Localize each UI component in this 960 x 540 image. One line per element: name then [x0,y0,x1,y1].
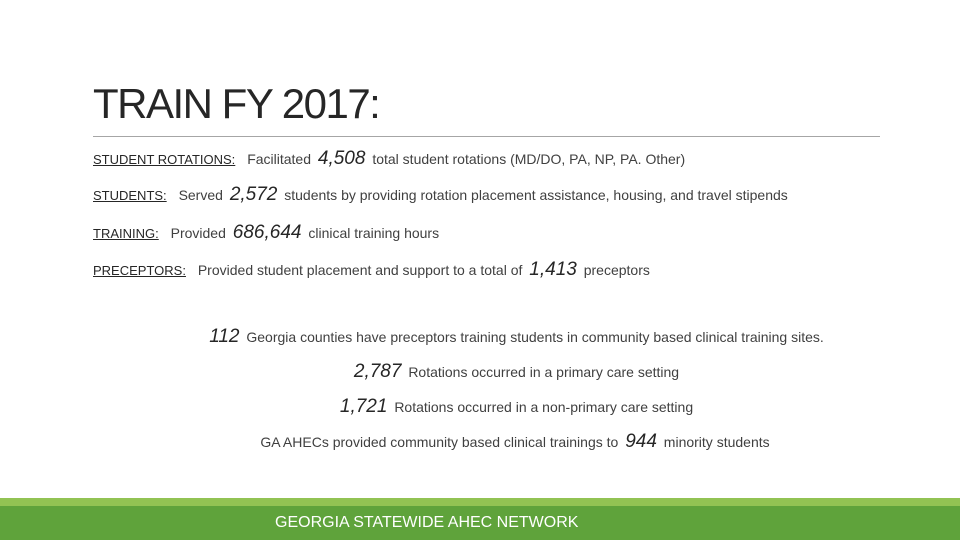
stat-label: STUDENTS: [93,188,167,203]
highlight-text: minority students [663,434,770,450]
stat-pre-text: Served [178,187,223,203]
highlight-text: Rotations occurred in a primary care setting [408,364,680,380]
stat-label: PRECEPTORS: [93,263,186,278]
stat-row-preceptors [93,259,650,281]
footer-text: GEORGIA STATEWIDE AHEC NETWORK [275,514,579,531]
title-divider [93,136,880,137]
highlight-minority [0,431,960,453]
stat-number: 1,413 [529,259,577,280]
footer-bar [0,506,960,540]
stat-number: 686,644 [232,222,302,243]
stat-pre-text: Provided student placement and support to a total of [197,262,523,278]
stat-pre-text: Provided [170,225,226,241]
highlight-non-primary-care [0,396,960,418]
stat-row-students [93,184,788,206]
stat-label: STUDENT ROTATIONS: [93,152,236,167]
stat-number: 2,572 [229,184,278,205]
highlight-number: 112 [209,326,240,347]
highlight-pre-text: GA AHECs provided community based clinical trainings to [260,434,619,450]
page-title: TRAIN FY 2017: [93,80,380,127]
highlight-number: 1,721 [339,396,388,417]
stat-row-student-rotations [93,148,685,170]
stat-post-text: preceptors [583,262,650,278]
highlight-text: Georgia counties have preceptors training students in community based clinical training sites. [246,329,824,345]
highlight-text: Rotations occurred in a non-primary care setting [394,399,694,415]
stat-post-text: clinical training hours [308,225,440,241]
stat-post-text: students by providing rotation placement assistance, housing, and travel stipends [284,187,788,203]
stat-row-training [93,222,439,244]
stat-pre-text: Facilitated [247,151,311,167]
stat-post-text: total student rotations (MD/DO, PA, NP, PA. Other) [372,151,686,167]
stat-label: TRAINING: [93,226,159,241]
highlight-number: 2,787 [353,361,402,382]
footer-accent-stripe [0,498,960,506]
stat-number: 4,508 [317,148,366,169]
highlight-number: 944 [625,431,657,452]
highlight-primary-care [0,361,960,383]
highlight-counties [0,326,960,348]
